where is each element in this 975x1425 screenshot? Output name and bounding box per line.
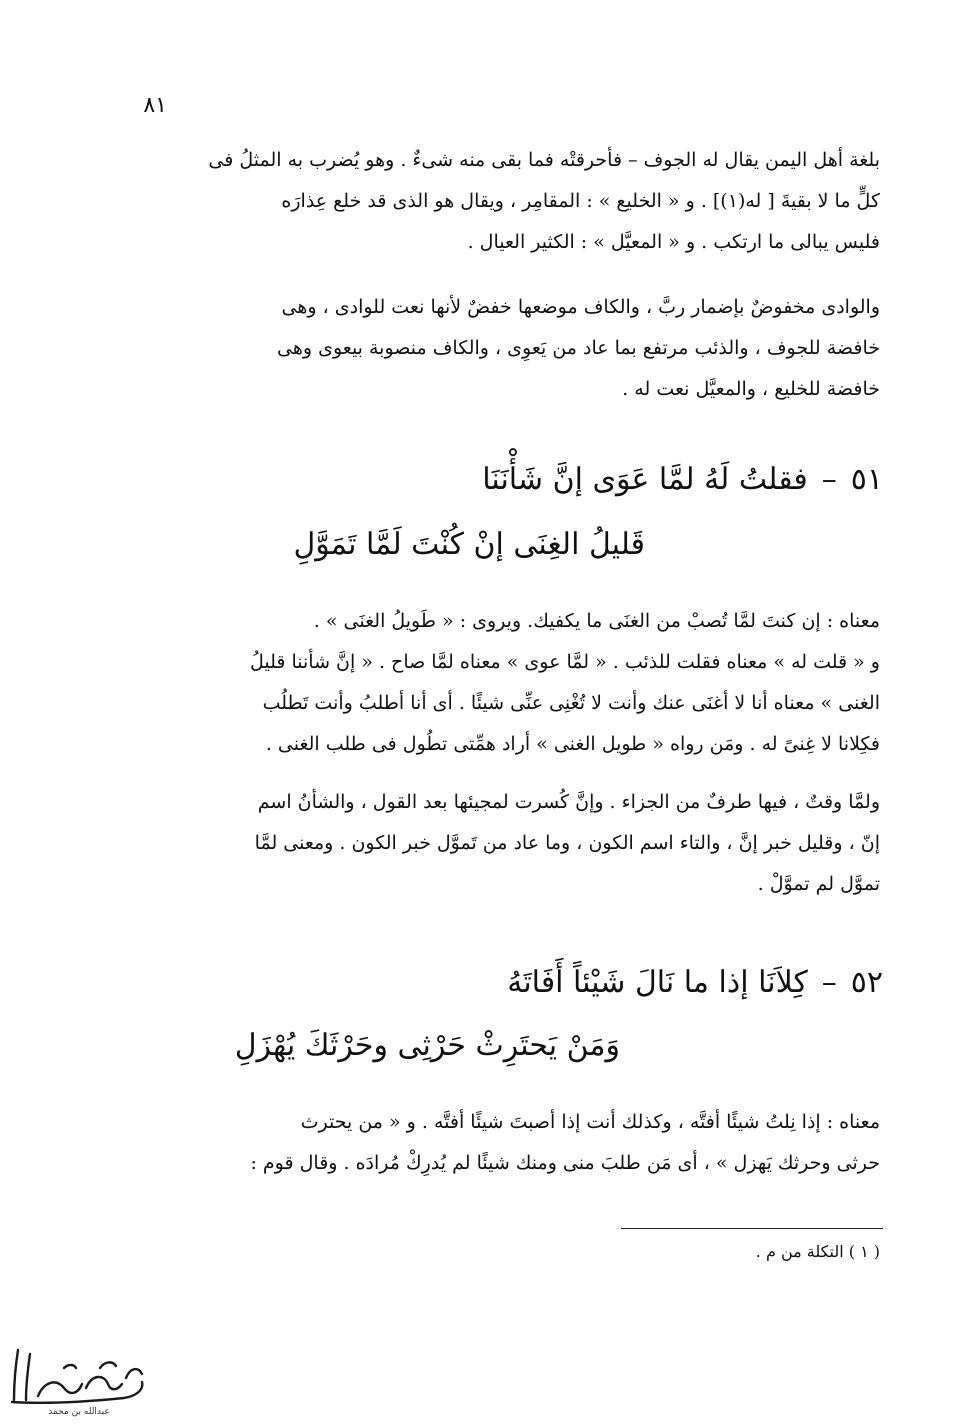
text-line: فليس يبالى ما ارتكب . و « المعيَّل » : الكثير العيال .	[467, 231, 880, 253]
commentary-paragraph-4	[105, 782, 880, 905]
verse-number: ٥١	[850, 462, 883, 497]
text-line: إنّ ، وقليل خبر إنَّ ، والتاء اسم الكون ، وما عاد من تَموَّل خبر الكون . ومعنى لمَّا	[254, 832, 880, 854]
page-number: ٨١	[143, 93, 167, 118]
verse-number: ٥٢	[850, 965, 883, 1000]
commentary-paragraph-1	[105, 140, 880, 263]
verse-51-line-1	[482, 460, 883, 500]
commentary-paragraph-5	[105, 1102, 880, 1184]
commentary-paragraph-3	[105, 601, 880, 765]
text-line: والوادى مخفوضٌ بإضمار ربَّ ، والكاف موضعها خفضٌ لأنها نعت للوادى ، وهى	[281, 296, 880, 318]
verse-dash: –	[821, 462, 837, 497]
text-line: خافضة للجوف ، والذئب مرتفع بما عاد من يَعوِى ، والكاف منصوبة بيعوى وهى	[277, 337, 880, 359]
text-line: تموَّل لم تموَّلْ .	[757, 873, 880, 895]
verse-52-line-2: وَمَنْ يَحتَرِثْ حَرْثِى وحَرْثَكَ يُهْزَلِ	[234, 1028, 620, 1063]
logo-caption: عبدالله بن محمد	[48, 1407, 110, 1417]
verse-text: فقلتُ لَهُ لمَّا عَوَى إنَّ شَأْنَنَا	[482, 462, 808, 497]
text-line: معناه : إن كنتَ لمَّا تُصبْ من الغنَى ما يكفيك. ويروى : « طَويلُ الغنَى » .	[313, 610, 880, 632]
text-line: ولمَّا وقتٌ ، فيها طرفٌ من الجزاء . وإنَّ كُسرت لمجيئها بعد القول ، والشأنُ اسم	[257, 791, 880, 813]
text-line: حرثى وحرثك يَهزل » ، أى مَن طلبَ منى ومنك شيئًا لم يُدرِكْ مُرادَه . وقال قوم :	[250, 1152, 880, 1174]
verse-52-line-1	[507, 963, 883, 1003]
text-line: و « قلت له » معناه فقلت للذئب . « لمَّا عوى » معناه لمَّا صاح . « إنَّ شأننا قليلُ	[249, 651, 880, 673]
verse-text: كِلاَنَا إذا ما نَالَ شَيْئاً أَفَاتَهُ	[507, 965, 808, 1000]
text-line: فكِلانا لا غِنىً له . ومَن رواه « طويل الغنى » أراد همِّتى تطُول فى طلب الغنى .	[265, 733, 880, 755]
commentary-paragraph-2	[105, 287, 880, 410]
text-line: معناه : إذا نِلتُ شيئًا أفتَّه ، وكذلك أنت إذا أصبتَ شيئًا أفتَّه . و « من يحترث	[300, 1111, 880, 1133]
verse-dash: –	[821, 965, 837, 1000]
verse-51-line-2: قَليلُ الغِنَى إنْ كُنْتَ لَمَّا تَمَوَّلِ	[293, 527, 645, 562]
text-line: بلغة أهل اليمن يقال له الجوف – فأحرقتْه فما بقى منه شىءٌ . وهو يُضرب به المثلُ فى	[208, 149, 880, 171]
footnote: ( ١ ) التكلة من م .	[755, 1242, 880, 1261]
text-line: الغنى » معناه أنا لا أغنَى عنك وأنت لا تُغْنِى عنِّى شيئًا . أى أنا أطلبُ وأنت تَطلُب	[262, 692, 880, 714]
text-line: خافضة للخليع ، والمعيَّل نعت له .	[622, 378, 880, 400]
text-line: كلٍّ ما لا بقيةَ [ له(١)] . و « الخليع » : المقامِر ، ويقال هو الذى قد خلع عِذارَه	[281, 190, 880, 212]
calligraphy-logo	[4, 1338, 154, 1418]
footnote-divider	[621, 1228, 883, 1229]
